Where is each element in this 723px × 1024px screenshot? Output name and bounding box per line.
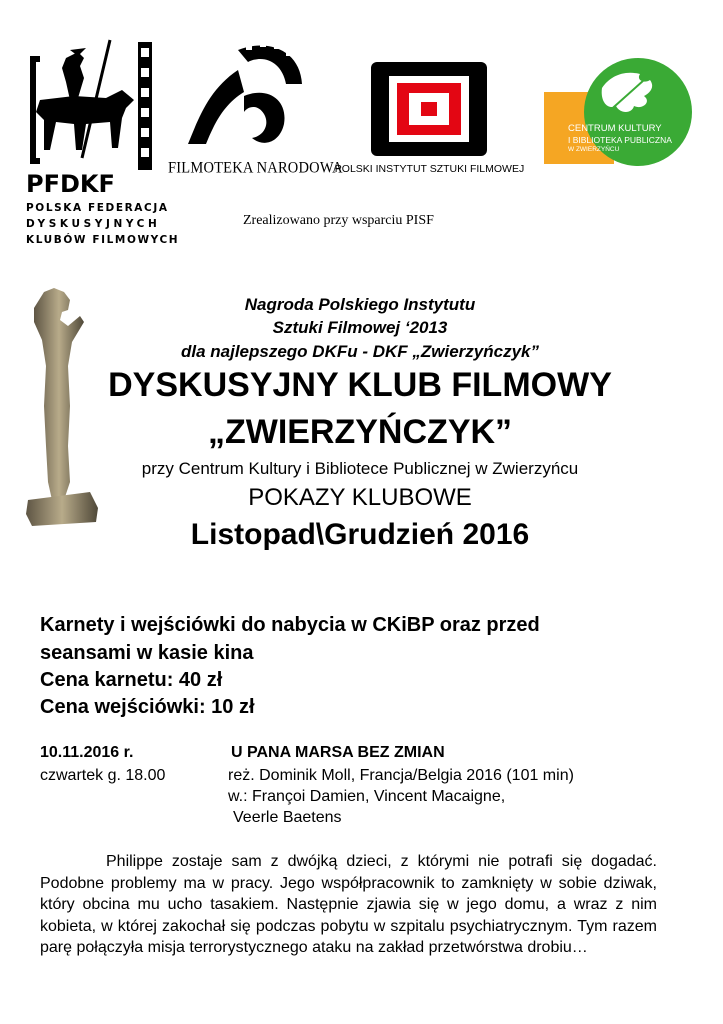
film-director: reż. Dominik Moll, Francja/Belgia 2016 (101 min) — [228, 767, 574, 784]
centrum-line-2: I BIBLIOTEKA PUBLICZNA — [568, 135, 672, 145]
film-reel-icon — [168, 40, 323, 160]
don-quixote-icon — [26, 38, 160, 178]
support-text: Zrealizowano przy wsparciu PISF — [243, 213, 434, 228]
film-cast-continued: Veerle Baetens — [233, 809, 342, 826]
centrum-line-3: W ZWIERZYŃCU — [568, 146, 620, 153]
centrum-kultury-logo — [544, 58, 692, 168]
pfdkf-abbr: PFDKF — [26, 170, 115, 198]
film-date: 10.11.2016 r. — [40, 744, 134, 761]
club-host: przy Centrum Kultury i Bibliotece Publicznej w Zwierzyńcu — [141, 459, 579, 478]
club-name-quoted: „ZWIERZYŃCZYK” — [207, 413, 513, 451]
centrum-line-1: CENTRUM KULTURY — [568, 123, 662, 134]
award-line-2: Sztuki Filmowej ‘2013 — [272, 318, 448, 337]
ticket-price-pass: Cena karnetu: 40 zł — [40, 669, 223, 691]
synopsis-text: Philippe zostaje sam z dwójką dzieci, z którymi nie potrafi się dogadać. Podobne problemy ma w pracy. Jego współpracownik to zamknięty w sobie dziwak, który obcina mu ucho tasakiem. Następnie zjawia się w jego domu, a wraz z nim kobieta, w której zakochał się podczas pobytu w szpitalu psychiatrycznym. Tym razem parę połączyła misja terrorystycznego ataku na zakład przetwórstwa drobiu… — [40, 853, 657, 957]
club-season: Listopad\Grudzień 2016 — [190, 518, 530, 551]
pisf-square-icon — [327, 60, 532, 160]
ticket-price-single: Cena wejściówki: 10 zł — [40, 696, 255, 718]
filmoteka-logo — [168, 40, 343, 185]
award-line-3: dla najlepszego DKFu - DKF „Zwierzyńczyk” — [180, 342, 539, 361]
tickets-line-1: Karnety i wejściówki do nabycia w CKiBP oraz przed — [40, 614, 540, 636]
pfdkf-line-2: DYSKUSYJNYCH — [26, 218, 161, 230]
film-cast: w.: Françoi Damien, Vincent Macaigne, — [228, 788, 506, 805]
pfdkf-line-3: KLUBÓW FILMOWYCH — [26, 234, 180, 246]
film-time: czwartek g. 18.00 — [40, 767, 166, 784]
club-screenings: POKAZY KLUBOWE — [248, 484, 472, 511]
club-name: DYSKUSYJNY KLUB FILMOWY — [108, 366, 612, 404]
pisf-logo — [327, 60, 532, 180]
film-synopsis — [40, 851, 657, 959]
filmoteka-name: FILMOTEKA NARODOWA — [168, 159, 343, 177]
film-title: U PANA MARSA BEZ ZMIAN — [231, 744, 445, 761]
pisf-name: POLSKI INSTYTUT SZTUKI FILMOWEJ — [334, 163, 525, 175]
pfdkf-logo — [26, 38, 180, 248]
tickets-line-2: seansami w kasie kina — [40, 642, 254, 664]
award-line-1: Nagroda Polskiego Instytutu — [244, 295, 476, 314]
pfdkf-line-1: POLSKA FEDERACJA — [26, 202, 169, 214]
